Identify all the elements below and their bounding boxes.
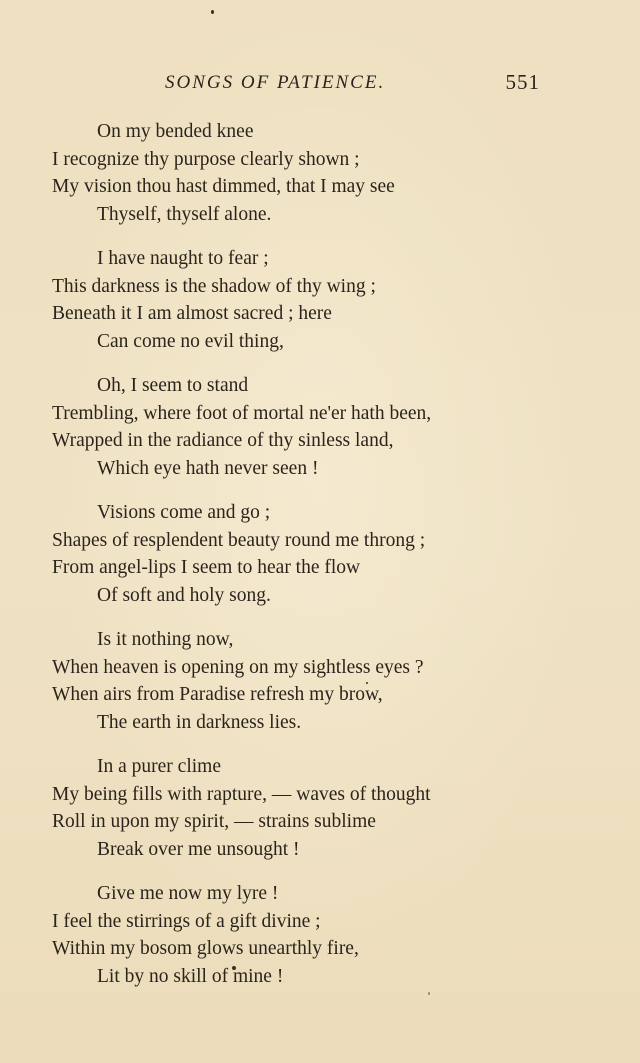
poem-line: Of soft and holy song. — [97, 584, 271, 606]
poem-line: Wrapped in the radiance of thy sinless land, — [52, 430, 394, 451]
poem-line: Trembling, where foot of mortal ne'er hath been, — [52, 402, 432, 424]
poem-line: In a purer clime — [97, 756, 221, 777]
print-speck — [211, 10, 214, 14]
poem-line: I feel the stirrings of a gift divine ; — [52, 910, 321, 932]
page-header — [0, 70, 640, 100]
stanza — [52, 245, 612, 355]
stanza — [52, 880, 612, 990]
poem-line: Oh, I seem to stand — [97, 375, 249, 396]
poem-line: This darkness is the shadow of thy wing ; — [52, 275, 376, 297]
stanza — [52, 626, 612, 736]
poem-line: When heaven is opening on my sightless eyes ? — [52, 656, 424, 678]
stanza — [52, 499, 612, 609]
poem-line: Can come no evil thing, — [97, 330, 284, 352]
poem-line: Which eye hath never seen ! — [97, 457, 319, 479]
poem-line: Within my bosom glows unearthly fire, — [52, 938, 359, 959]
poem-line: I have naught to fear ; — [97, 248, 269, 269]
poem-line: On my bended knee — [97, 121, 254, 142]
poem-line: The earth in darkness lies. — [97, 711, 302, 733]
stanza — [52, 753, 612, 863]
poem-line: From angel-lips I seem to hear the flow — [52, 557, 361, 578]
poem-line: My vision thou hast dimmed, that I may see — [52, 176, 395, 197]
poem-line: Roll in upon my spirit, — strains sublime — [52, 811, 376, 832]
running-title: SONGS OF PATIENCE. — [165, 72, 386, 93]
poem-line: Break over me unsought ! — [97, 838, 300, 860]
poem-line: Thyself, thyself alone. — [97, 203, 272, 225]
poem-line: My being fills with rapture, — waves of thought — [52, 783, 431, 805]
poem-line: Beneath it I am almost sacred ; here — [52, 303, 332, 324]
poem — [52, 118, 612, 1007]
page-number: 551 — [505, 70, 540, 94]
poem-line: Visions come and go ; — [97, 502, 271, 523]
poem-line: Shapes of resplendent beauty round me throng ; — [52, 529, 426, 551]
stanza — [52, 118, 612, 228]
poem-line: When airs from Paradise refresh my brow, — [52, 684, 383, 705]
poem-line: Is it nothing now, — [97, 629, 234, 650]
poem-line: Lit by no skill of mine ! — [97, 965, 284, 987]
poem-line: I recognize thy purpose clearly shown ; — [52, 148, 360, 170]
stanza — [52, 372, 612, 482]
poem-line: Give me now my lyre ! — [97, 883, 279, 904]
